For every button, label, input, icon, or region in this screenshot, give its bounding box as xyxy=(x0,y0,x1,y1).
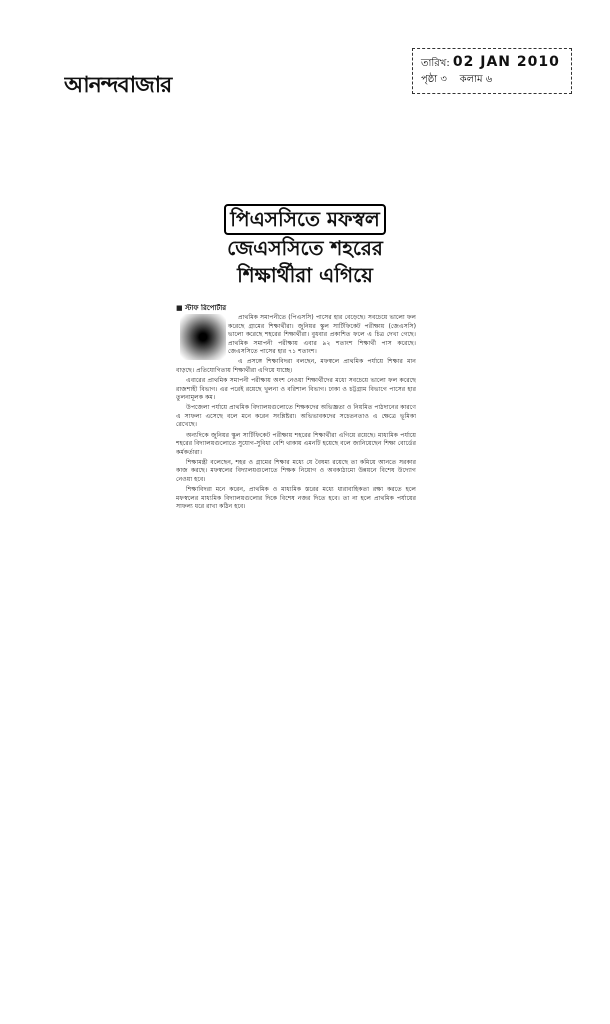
article-body xyxy=(176,304,416,734)
date-value: 02 JAN 2010 xyxy=(452,54,560,70)
clipping-stamp: তারিখ: 02 JAN 2010 পৃষ্ঠা ৩ কলাম ৬ xyxy=(412,48,572,94)
article-paragraph: অন্যদিকে জুনিয়র স্কুল সার্টিফিকেট পরীক্ষায় শহরের শিক্ষার্থীরা এগিয়ে রয়েছে। মাধ্যমিক পর্যায়ে শহরের বিদ্যালয়গুলোতে সুযোগ-সুবিধা বেশি থাকায় এমনটি হয়েছে বলে জানিয়েছেন শিক্ষা বোর্ডের কর্মকর্তারা। xyxy=(176,431,416,456)
article-paragraph: প্রাথমিক সমাপনীতে (পিএসসি) পাসের হার বেড়েছে। সবচেয়ে ভালো ফল করেছে গ্রামের শিক্ষার্থীরা। জুনিয়র স্কুল সার্টিফিকেট পরীক্ষায় (জেএসসি) ভালো করেছে শহরের শিক্ষার্থীরা। বুধবার প্রকাশিত ফলে এ চিত্র দেখা গেছে। প্রাথমিক সমাপনী পরীক্ষায় এবার ৯২ শতাংশ শিক্ষার্থী পাস করেছে। জেএসসিতে পাসের হার ৭১ শতাংশ। xyxy=(228,314,416,356)
page-value: ৩ xyxy=(440,74,447,85)
byline: ■ স্টাফ রিপোর্টার xyxy=(176,304,227,312)
newspaper-masthead-logo: আনন্দবাজার xyxy=(64,72,172,98)
article-paragraph: এবারের প্রাথমিক সমাপনী পরীক্ষায় অংশ নেওয়া শিক্ষার্থীদের মধ্যে সবচেয়ে ভালো ফল করেছে রাজশাহী বিভাগ। এর পরেই রয়েছে খুলনা ও বরিশাল বিভাগ। ঢাকা ও চট্টগ্রাম বিভাগে পাসের হার তুলনামূলক কম। xyxy=(176,377,416,402)
headline-line-2: জেএসসিতে শহরের xyxy=(227,236,383,260)
page-label: পৃষ্ঠা xyxy=(421,74,438,85)
date-label: তারিখ xyxy=(421,58,447,69)
headline-line-3: শিক্ষার্থীরা এগিয়ে xyxy=(237,263,373,287)
news-clipping xyxy=(168,204,434,734)
article-paragraph: এ প্রসঙ্গে শিক্ষাবিদরা বলছেন, মফস্বলে প্রাথমিক পর্যায়ে শিক্ষার মান বাড়ছে। প্রতিযোগিতায় শিক্ষার্থীরা এগিয়ে যাচ্ছে। xyxy=(176,358,416,374)
column-value: ৬ xyxy=(485,74,493,85)
headline xyxy=(198,204,412,290)
article-paragraph: শিক্ষাবিদরা মনে করেন, প্রাথমিক ও মাধ্যমিক স্তরের মধ্যে ধারাবাহিকতা রক্ষা করতে হলে মফস্বলের মাধ্যমিক বিদ্যালয়গুলোর দিকে বিশেষ নজর দিতে হবে। তা না হলে প্রাথমিক পর্যায়ের সাফল্য ধরে রাখা কঠিন হবে। xyxy=(176,486,416,510)
article-paragraph: উপজেলা পর্যায়ে প্রাথমিক বিদ্যালয়গুলোতে শিক্ষকদের অভিজ্ঞতা ও নিয়মিত পাঠদানের কারণে এ সাফল্য এসেছে বলে মনে করেন সংশ্লিষ্টরা। অভিভাবকদের সচেতনতাও এ ক্ষেত্রে ভূমিকা রেখেছে। xyxy=(176,404,416,429)
article-paragraph: শিক্ষামন্ত্রী বলেছেন, শহর ও গ্রামের শিক্ষার মধ্যে যে বৈষম্য রয়েছে তা কমিয়ে আনতে সরকার কাজ করছে। মফস্বলের বিদ্যালয়গুলোতে শিক্ষক নিয়োগ ও অবকাঠামো উন্নয়নে বিশেষ উদ্যোগ নেওয়া হবে। xyxy=(176,458,416,483)
column-label: কলাম xyxy=(459,74,483,85)
headline-line-1: পিএসসিতে মফস্বল xyxy=(224,204,385,235)
